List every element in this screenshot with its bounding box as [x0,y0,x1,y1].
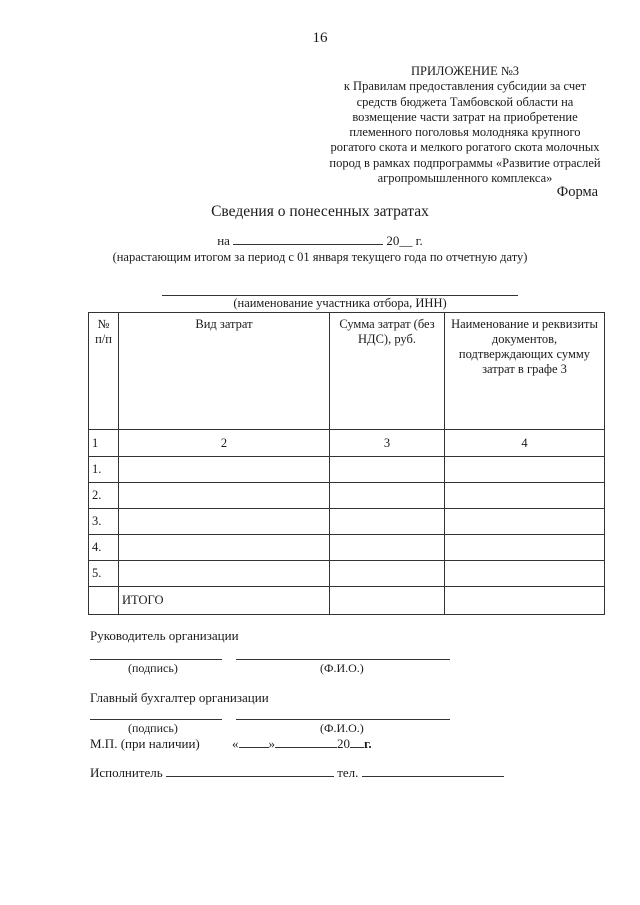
head-signature-line[interactable] [90,659,222,660]
executor-row [90,765,504,781]
accountant-label: Главный бухгалтер организации [90,690,269,705]
date-year: 20__ г. [386,233,423,248]
annex-line: рогатого скота и мелкого рогатого скота молочных [330,140,600,155]
costs-table [88,312,605,615]
annex-line: племенного поголовья молодняка крупного [349,125,581,140]
cost-type-cell[interactable] [119,509,330,535]
participant-caption: (наименование участника отбора, ИНН) [233,296,447,310]
name-caption: (Ф.И.О.) [320,661,364,675]
name-caption: (Ф.И.О.) [320,721,364,735]
cost-sum-cell[interactable] [330,561,445,587]
date-close-quote: » [268,736,275,751]
table-header-row [89,313,605,430]
date-open-quote: « [232,736,239,751]
cost-sum-cell[interactable] [330,535,445,561]
cost-type-cell[interactable] [119,483,330,509]
total-number-cell [89,587,119,615]
date-suffix: г. [364,736,372,751]
date-prefix: на [217,233,230,248]
cumulative-note: (нарастающим итогом за период с 01 января текущего года по отчетную дату) [112,250,528,264]
head-name-line[interactable] [236,659,450,660]
documents-cell[interactable] [445,483,605,509]
date-line [0,233,640,249]
phone-blank[interactable] [362,765,504,777]
accountant-signature-line[interactable] [90,719,222,720]
annex-line: пород в рамках подпрограммы «Развитие отраслей [329,155,601,170]
accountant-name-line[interactable] [236,719,450,720]
header-cost-type: Вид затрат [119,313,330,430]
cost-type-cell[interactable] [119,457,330,483]
table-row [89,561,605,587]
signature-caption: (подпись) [128,661,178,675]
row-number: 4. [89,535,119,561]
header-cost-sum: Сумма затрат (без НДС), руб. [330,313,445,430]
column-number: 4 [445,430,605,457]
stamp-label: М.П. (при наличии) [90,736,200,751]
executor-blank[interactable] [166,765,334,777]
header-number: № п/п [89,313,119,430]
row-number: 5. [89,561,119,587]
column-numbers-row [89,430,605,457]
annex-line: возмещение части затрат на приобретение [352,109,578,124]
table-row [89,509,605,535]
table-row [89,483,605,509]
annex-title: ПРИЛОЖЕНИЕ №3 [410,64,520,78]
date-year-label: 20 [337,736,350,751]
cost-type-cell[interactable] [119,535,330,561]
header-documents: Наименование и реквизиты документов, подтверждающих сумму затрат в графе 3 [445,313,605,430]
total-row [89,587,605,615]
date-blank[interactable] [233,233,383,245]
column-number: 3 [330,430,445,457]
documents-cell[interactable] [445,457,605,483]
phone-label: тел. [337,765,359,780]
column-number: 1 [89,430,119,457]
date-year-blank[interactable] [350,736,364,748]
annex-line: агропромышленного комплекса» [377,171,553,186]
date-day-blank[interactable] [239,736,269,748]
signature-caption: (подпись) [128,721,178,735]
annex-line: средств бюджета Тамбовской области на [356,94,574,109]
signature-date [232,736,372,752]
cost-sum-cell[interactable] [330,509,445,535]
cost-sum-cell[interactable] [330,483,445,509]
total-sum-cell[interactable] [330,587,445,615]
cost-sum-cell[interactable] [330,457,445,483]
total-documents-cell[interactable] [445,587,605,615]
head-label: Руководитель организации [90,628,239,643]
cost-type-cell[interactable] [119,561,330,587]
documents-cell[interactable] [445,561,605,587]
document-title: Сведения о понесенных затратах [211,203,429,220]
date-month-blank[interactable] [275,736,337,748]
page-number: 16 [312,30,328,46]
table-row [89,535,605,561]
annex-line: к Правилам предоставления субсидии за счет [343,79,587,94]
row-number: 2. [89,483,119,509]
column-number: 2 [119,430,330,457]
table-row [89,457,605,483]
total-label: ИТОГО [119,587,330,615]
documents-cell[interactable] [445,535,605,561]
annex-block [300,64,630,186]
row-number: 1. [89,457,119,483]
form-label: Форма [556,184,598,200]
executor-label: Исполнитель [90,765,163,780]
documents-cell[interactable] [445,509,605,535]
row-number: 3. [89,509,119,535]
